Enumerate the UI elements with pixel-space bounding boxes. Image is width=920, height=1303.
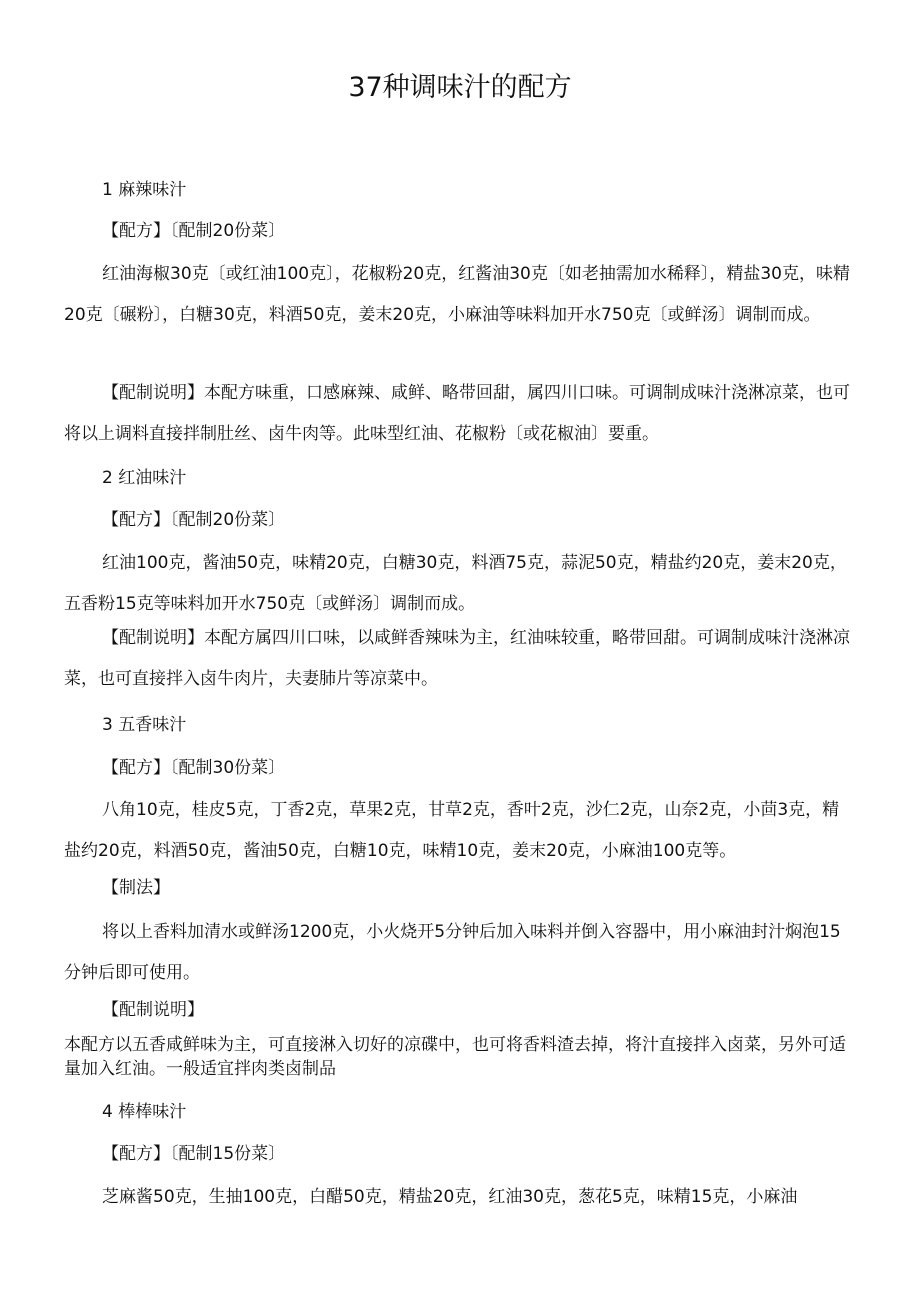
section-1-recipe-label: 【配方】〔配制20份菜〕 [102, 221, 286, 241]
section-4-recipe-label: 【配方】〔配制15份菜〕 [102, 1144, 286, 1164]
section-3-method: 将以上香料加清水或鲜汤1200克，小火烧开5分钟后加入味料并倒入容器中，用小麻油封汁焖泡15分钟后即可使用。 [64, 922, 841, 983]
section-1-ingredients: 红油海椒30克〔或红油100克〕，花椒粉20克，红酱油30克〔如老抽需加水稀释〕，精盐30克，味精20克〔碾粉〕，白糖30克，料酒50克，姜末20克，小麻油等味料加开水750克〔或鲜汤〕调制而成。 [64, 264, 850, 325]
section-2-recipe-label: 【配方】〔配制20份菜〕 [102, 510, 286, 530]
section-2-note: 【配制说明】本配方属四川口味，以咸鲜香辣味为主，红油味较重，略带回甜。可调制成味汁浇淋凉菜，也可直接拌入卤牛肉片，夫妻肺片等凉菜中。 [64, 628, 850, 689]
section-4-heading: 4 棒棒味汁 [102, 1102, 187, 1122]
page-title: 37种调味汁的配方 [348, 72, 572, 103]
section-1-heading: 1 麻辣味汁 [102, 180, 187, 200]
section-3-method-label: 【制法】 [102, 878, 170, 898]
section-4-ingredients: 芝麻酱50克，生抽100克，白醋50克，精盐20克，红油30克，葱花5克，味精15克，小麻油 [102, 1187, 798, 1207]
section-2-ingredients: 红油100克，酱油50克，味精20克，白糖30克，料酒75克，蒜泥50克，精盐约20克，姜末20克，五香粉15克等味料加开水750克〔或鲜汤〕调制而成。 [64, 553, 847, 614]
section-3-heading: 3 五香味汁 [102, 715, 187, 735]
section-2-heading: 2 红油味汁 [102, 468, 187, 488]
section-3-note: 本配方以五香咸鲜味为主，可直接淋入切好的凉碟中，也可将香料渣去掉，将汁直接拌入卤菜，另外可适量加入红油。一般适宜拌肉类卤制品 [64, 1035, 846, 1079]
section-1-note: 【配制说明】本配方味重，口感麻辣、咸鲜、略带回甜，属四川口味。可调制成味汁浇淋凉菜，也可将以上调料直接拌制肚丝、卤牛肉等。此味型红油、花椒粉〔或花椒油〕要重。 [64, 383, 850, 444]
section-3-ingredients: 八角10克，桂皮5克，丁香2克，草果2克，甘草2克，香叶2克，沙仁2克，山奈2克，小茴3克，精盐约20克，料酒50克，酱油50克，白糖10克，味精10克，姜末20克，小麻油100克等。 [64, 800, 840, 861]
section-3-note-label: 【配制说明】 [102, 1000, 204, 1020]
section-3-recipe-label: 【配方】〔配制30份菜〕 [102, 758, 286, 778]
